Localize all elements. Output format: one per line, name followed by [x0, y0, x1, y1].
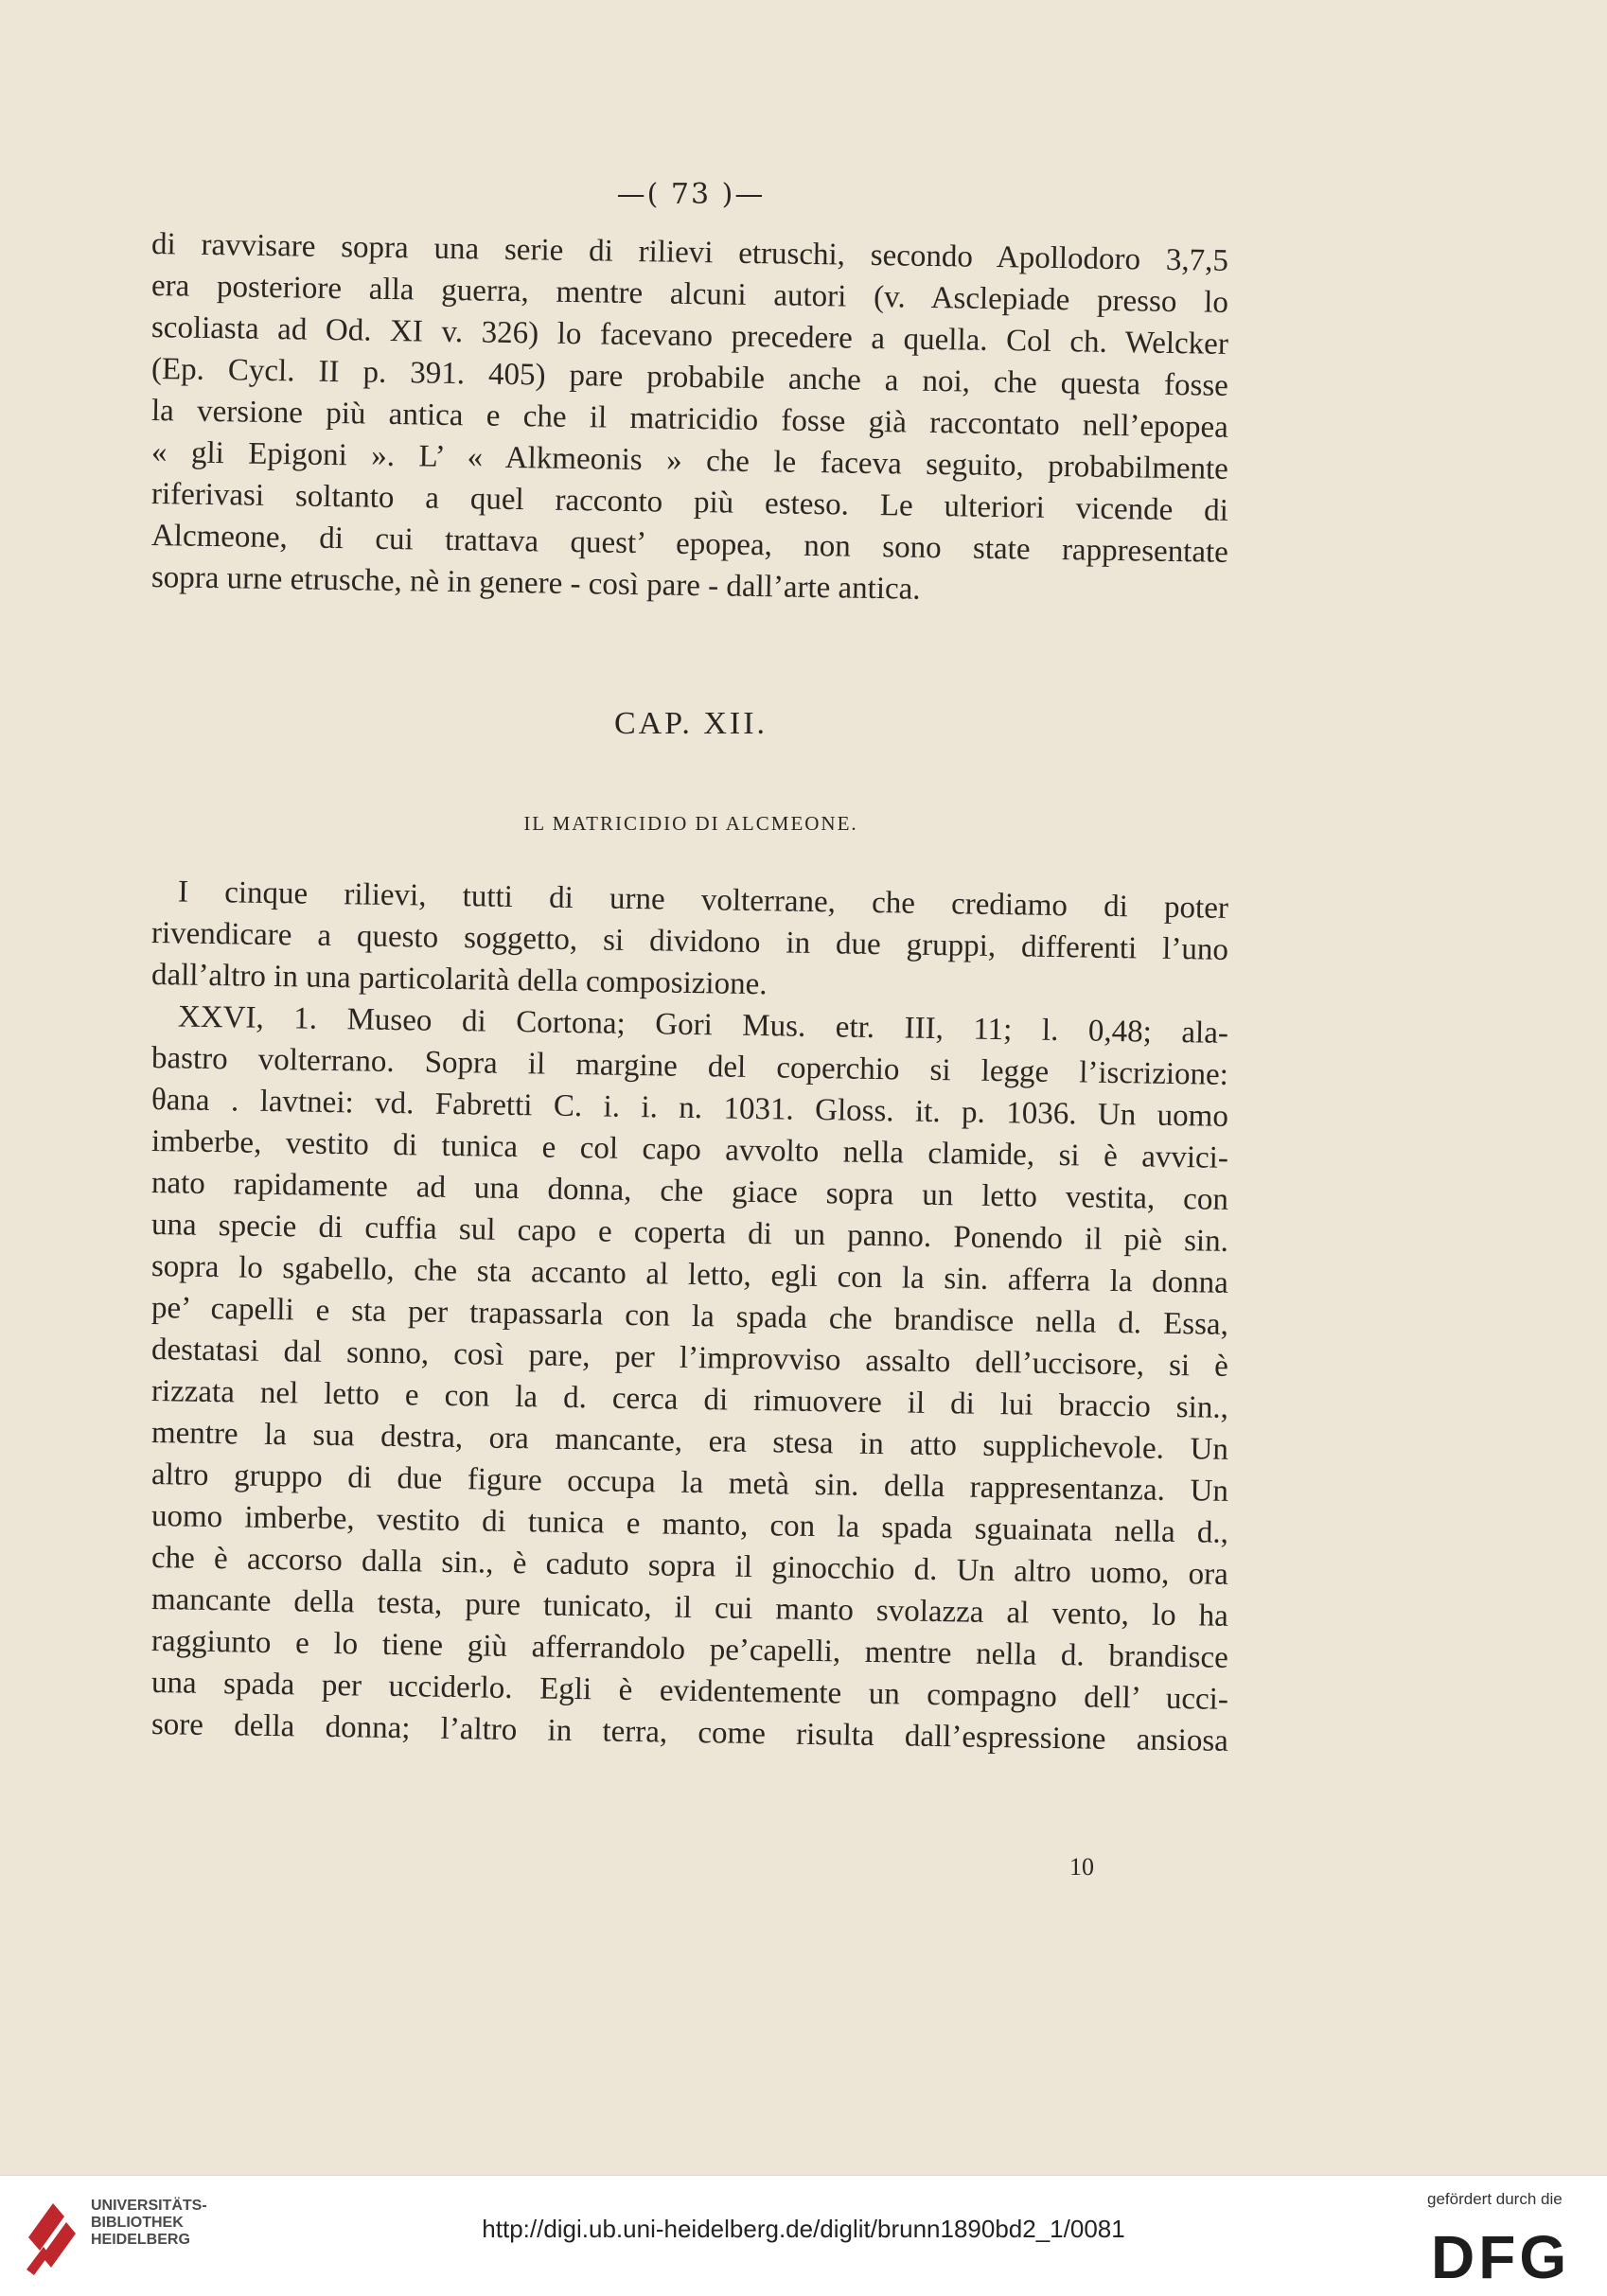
text-line: « gli Epigoni ». L’ « Alkmeonis » che le faceva seguito, probabilmente	[150, 435, 1229, 486]
text-line: altro gruppo di due figure occupa la metà sin. della rappresentanza. Un	[150, 1457, 1229, 1509]
text-line: una spada per ucciderlo. Egli è evidentemente un compagno dell’ ucci-	[150, 1666, 1229, 1717]
text-line: di ravvisare sopra una serie di rilievi etruschi, secondo Apollodoro 3,7,5	[150, 227, 1229, 278]
text-line: era posteriore alla guerra, mentre alcuni autori (v. Asclepiade presso lo	[150, 269, 1229, 320]
chapter-subtitle: IL MATRICIDIO DI ALCMEONE.	[523, 812, 858, 835]
logo-line: UNIVERSITÄTS-	[91, 2198, 207, 2214]
text-line: scoliasta ad Od. XI v. 326) lo facevano precedere a quella. Col ch. Welcker	[150, 310, 1229, 362]
text-line: che è accorso dalla sin., è caduto sopra il ginocchio d. Un altro uomo, ora	[150, 1541, 1229, 1592]
text-line: una specie di cuffia sul capo e coperta di un panno. Ponendo il piè sin.	[150, 1208, 1229, 1259]
text-line: bastro volterrano. Sopra il margine del coperchio si legge l’iscrizione:	[150, 1041, 1229, 1092]
text-line: rivendicare a questo soggetto, si dividono in due gruppi, differenti l’uno	[150, 916, 1229, 967]
page-number: —( 73 )—	[616, 178, 766, 211]
funded-by-label: gefördert durch die	[1427, 2190, 1563, 2208]
text-line: sopra lo sgabello, che sta accanto al letto, egli con la sin. afferra la donna	[150, 1249, 1229, 1300]
chapter-title: CAP. XII.	[613, 706, 768, 741]
text-line: rizzata nel letto e con la d. cerca di rimuovere il di lui braccio sin.,	[150, 1374, 1229, 1425]
text-line: dall’altro in una particolarità della composizione.	[150, 958, 768, 1002]
text-line: uomo imberbe, vestito di tunica e manto, con la spada sguainata nella d.,	[150, 1499, 1229, 1550]
text-line: riferivasi soltanto a quel racconto più esteso. Le ulteriori vicende di	[150, 477, 1229, 528]
text-line: sopra urne etrusche, nè in genere - così pare - dall’arte antica.	[150, 560, 921, 607]
logo-line: HEIDELBERG	[91, 2232, 190, 2248]
text-line: pe’ capelli e sta per trapassarla con la spada che brandisce nella d. Essa,	[150, 1291, 1229, 1342]
signature-mark: 10	[1069, 1853, 1094, 1881]
text-line: mancante della testa, pure tunicato, il cui manto svolazza al vento, lo ha	[150, 1582, 1229, 1634]
text-line: raggiunto e lo tiene giù afferrandolo pe’capelli, mentre nella d. brandisce	[150, 1624, 1229, 1675]
text-line: Alcmeone, di cui trattava quest’ epopea, non sono state rappresentate	[150, 519, 1229, 570]
text-line: nato rapidamente ad una donna, che giace sopra un letto vestita, con	[150, 1166, 1229, 1217]
top-paragraph	[150, 223, 1229, 607]
text-line: (Ep. Cycl. II p. 391. 405) pare probabile anche a noi, che questa fosse	[150, 352, 1229, 403]
text-line: I cinque rilievi, tutti di urne volterrane, che crediamo di poter	[177, 874, 1229, 926]
text-line: XXVI, 1. Museo di Cortona; Gori Mus. etr. III, 11; l. 0,48; ala-	[177, 999, 1229, 1051]
logo-line: BIBLIOTHEK	[91, 2215, 184, 2231]
text-line: imberbe, vestito di tunica e col capo avvolto nella clamide, si è avvici-	[150, 1124, 1229, 1175]
body-text	[150, 871, 1229, 1758]
source-url-link[interactable]: http://digi.ub.uni-heidelberg.de/diglit/brunn1890bd2_1/0081	[482, 2215, 1125, 2243]
text-line: sore della donna; l’altro in terra, come risulta dall’espressione ansiosa	[150, 1707, 1229, 1758]
text-line: θana . lavtnei: vd. Fabretti C. i. i. n. 1031. Gloss. it. p. 1036. Un uomo	[150, 1083, 1229, 1134]
text-line: la versione più antica e che il matricidio fosse già raccontato nell’epopea	[150, 394, 1229, 445]
text-line: mentre la sua destra, ora mancante, era stesa in atto supplichevole. Un	[150, 1416, 1229, 1467]
dfg-logo: DFG	[1431, 2223, 1571, 2291]
text-line: destatasi dal sonno, così pare, per l’improvviso assalto dell’uccisore, si è	[150, 1333, 1229, 1384]
